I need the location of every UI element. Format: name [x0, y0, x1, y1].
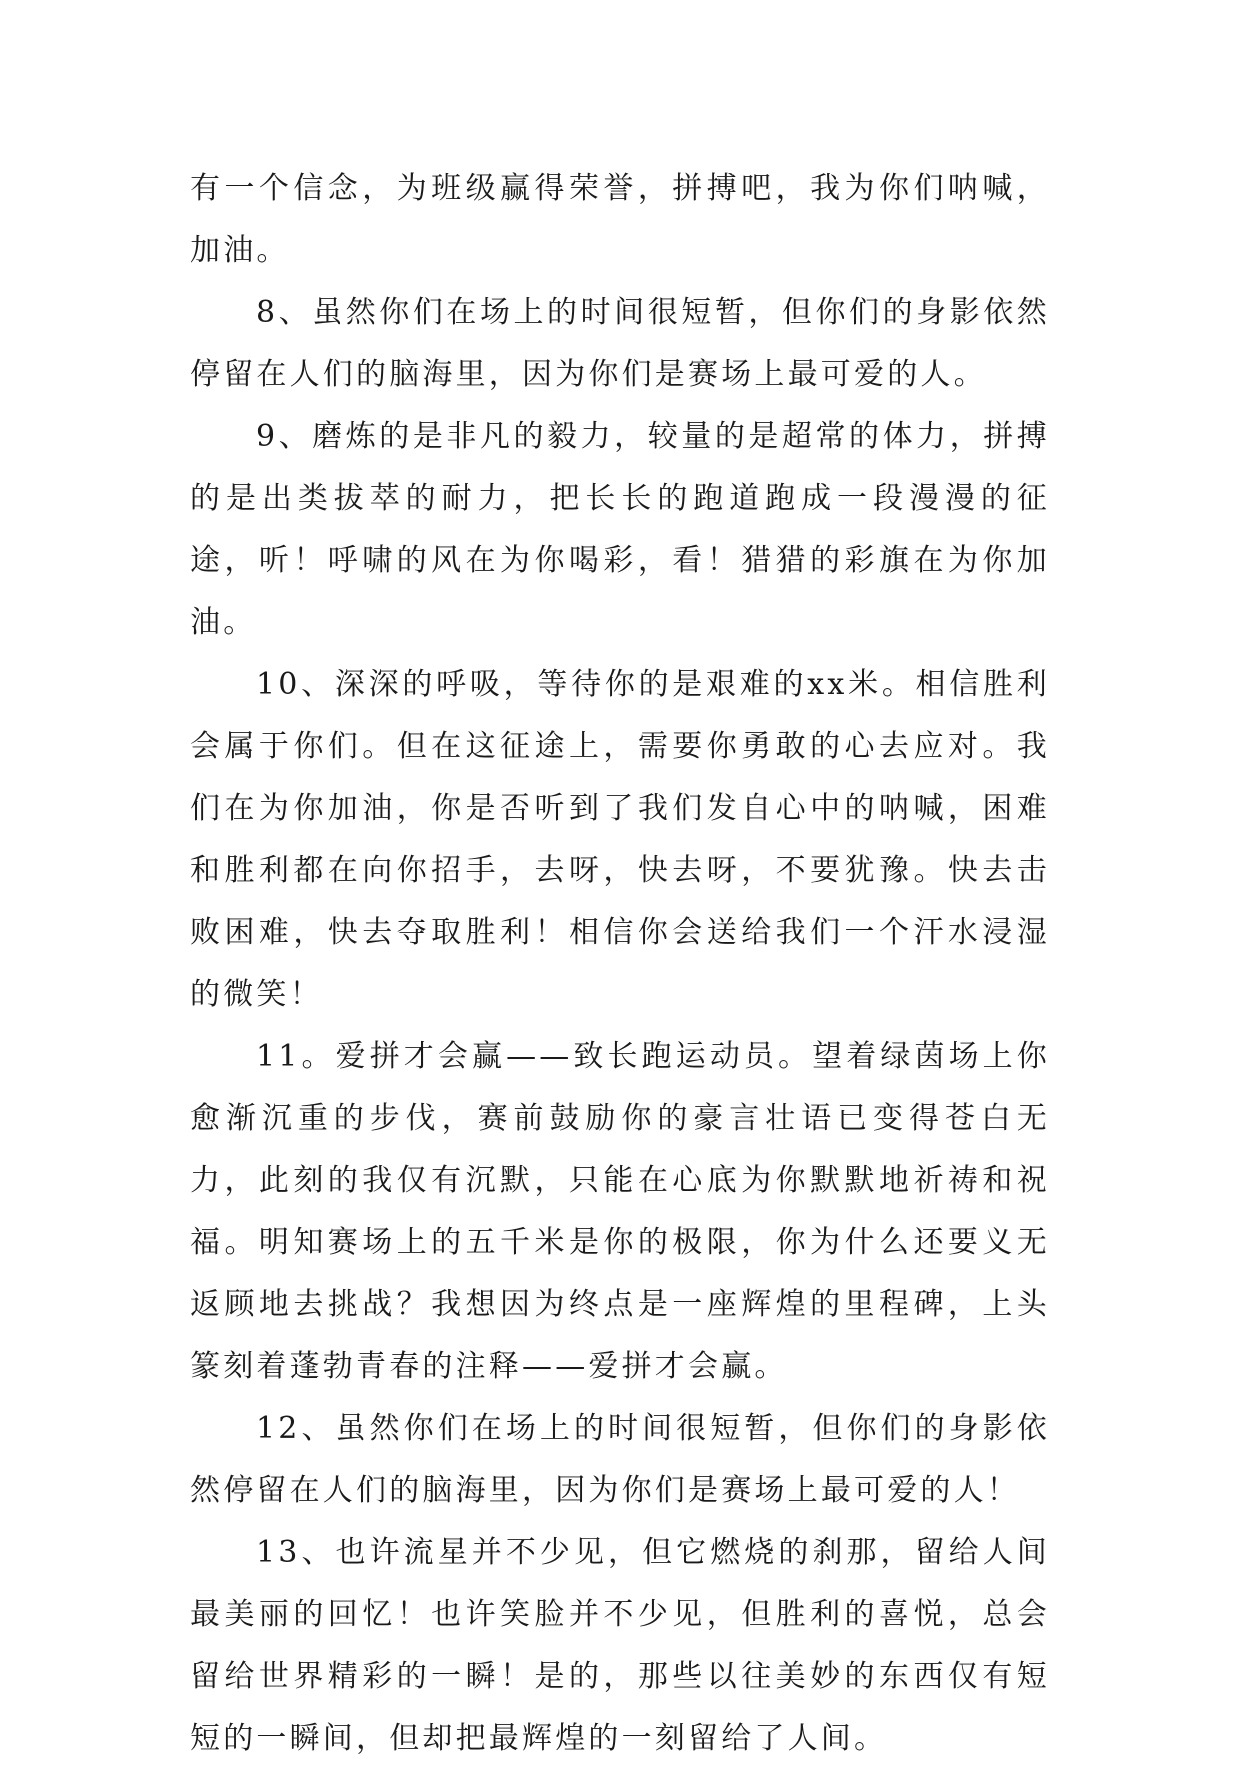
paragraph-5: 11。爱拼才会赢——致长跑运动员。望着绿茵场上你愈渐沉重的步伐，赛前鼓励你的豪言壮语已变得苍白无力，此刻的我仅有沉默，只能在心底为你默默地祈祷和祝福。明知赛场上的五千米是你的极限，你为什么还要义无返顾地去挑战？我想因为终点是一座辉煌的里程碑，上头篆刻着蓬勃青春的注释——爱拼才会赢。 — [190, 1039, 1050, 1384]
paragraph-3: 9、磨炼的是非凡的毅力，较量的是超常的体力，拼搏的是出类拔萃的耐力，把长长的跑道跑成一段漫漫的征途，听！呼啸的风在为你喝彩，看！猎猎的彩旗在为你加油。 — [190, 419, 1050, 640]
paragraph-6: 12、虽然你们在场上的时间很短暂，但你们的身影依然停留在人们的脑海里，因为你们是赛场上最可爱的人！ — [190, 1411, 1050, 1508]
document-body — [190, 158, 1050, 1770]
paragraph-1: 有一个信念，为班级赢得荣誉，拼搏吧，我为你们呐喊，加油。 — [190, 171, 1050, 268]
paragraph-4: 10、深深的呼吸，等待你的是艰难的xx米。相信胜利会属于你们。但在这征途上，需要你勇敢的心去应对。我们在为你加油，你是否听到了我们发自心中的呐喊，困难和胜利都在向你招手，去呀，快去呀，不要犹豫。快去击败困难，快去夺取胜利！相信你会送给我们一个汗水浸湿的微笑！ — [190, 667, 1050, 1012]
paragraph-2: 8、虽然你们在场上的时间很短暂，但你们的身影依然停留在人们的脑海里，因为你们是赛场上最可爱的人。 — [190, 295, 1050, 392]
paragraph-7: 13、也许流星并不少见，但它燃烧的刹那，留给人间最美丽的回忆！也许笑脸并不少见，但胜利的喜悦，总会留给世界精彩的一瞬！是的，那些以往美妙的东西仅有短短的一瞬间，但却把最辉煌的一刻留给了人间。 — [190, 1535, 1050, 1756]
